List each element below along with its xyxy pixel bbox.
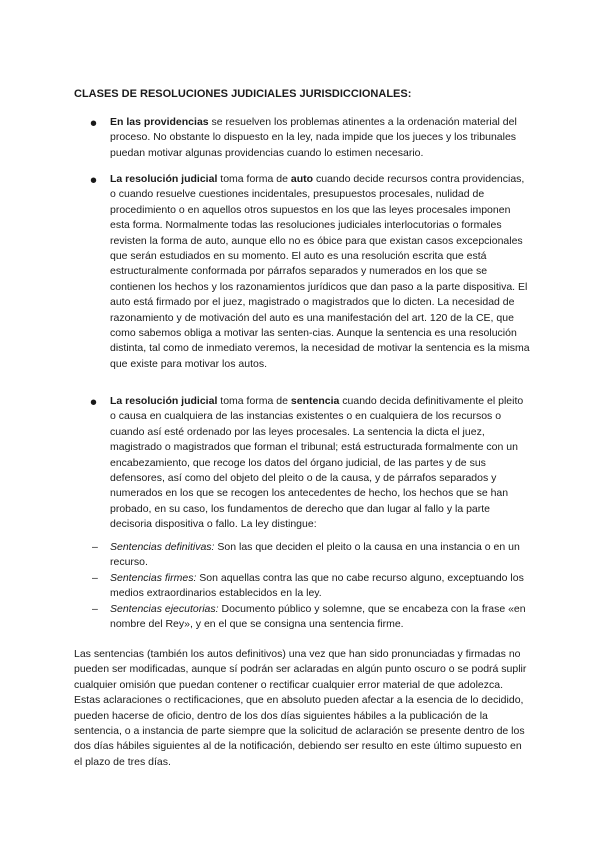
bullet-icon: • [90, 392, 98, 414]
text-firmes: Son aquellas contra las que no cabe recurso alguno, exceptuando los medios extraordinarios establecidos en la ley. [110, 572, 524, 600]
paragraph-sentencia [110, 394, 530, 533]
term-resolucion-sentencia: La resolución judicial [110, 395, 218, 407]
text-connector: toma forma de [217, 395, 291, 407]
text-providencias: se resuelven los problemas atinentes a la ordenación material del proceso. No obstante lo dispuesto en la ley, nada impide que los jueces y los tribunales puedan motivar algunas providencias cuando lo estimen necesario. [110, 116, 517, 159]
paragraph-aclaraciones: Las sentencias (también los autos definitivos) una vez que han sido pronunciadas y firmadas no pueden ser modificadas, aunque sí podrán ser aclaradas en algún punto oscuro o se podrá suplir cualquier omisión que puedan contener o rectificar cualquier error material de que adolezca. Estas aclaraciones o rectificaciones, que en absoluto pueden afectar a la esencia de lo decidido, pueden hacerse de oficio, dentro de los dos días siguientes hábiles a la publicación de la sentencia, o a instancia de parte siempre que la solicitud de aclaración se presente dentro de los dos días hábiles siguientes al de la notificación, debiendo ser resulto en este último supuesto en el plazo de tres días. [74, 648, 527, 768]
text-ejecutorias: Documento público y solemne, que se encabeza con la frase «en nombre del Rey», y en el que se consigna una sentencia firme. [110, 603, 526, 631]
text-sentencia: cuando decida definitivamente el pleito o causa en cualquiera de las instancias existentes o en cualquiera de los recursos o cuando así esté ordenado por las leyes procesales. La sentencia la dicta el juez, magistrado o magistrados que forman el tribunal; está estructurada formalmente con un encabezamiento, que recoge los datos del órgano judicial, de las partes y de sus defensores, así como del objeto del pleito o de la causa, y de párrafos separados y numerados en los que se recogen los antecedentes de hecho, los hechos que se han probado, en su caso, los fundamentos de derecho que dan lugar al fallo y la parte decisoria dispositiva o fallo. La ley distingue: [110, 395, 524, 531]
dash-marker: – [92, 572, 98, 584]
term-sentencia: sentencia [290, 395, 340, 407]
text-connector: toma forma de [217, 173, 291, 185]
term-providencias: En las providencias [110, 116, 209, 128]
dash-marker: – [92, 603, 98, 615]
page-title: CLASES DE RESOLUCIONES JUDICIALES JURISDICCIONALES: [74, 88, 412, 100]
term-definitivas: Sentencias definitivas: [110, 541, 215, 553]
term-ejecutorias: Sentencias ejecutorias: [110, 603, 219, 615]
dash-marker: – [92, 541, 98, 553]
term-resolucion-auto: La resolución judicial [110, 173, 218, 185]
bullet-icon: • [90, 170, 98, 192]
bullet-icon: • [90, 113, 98, 135]
paragraph-providencias [110, 115, 530, 161]
text-auto: cuando decide recursos contra providencias, o cuando resuelve cuestiones incidentales, presupuestos procesales, nulidad de procedimiento o en aquellos otros supuestos en los que las leyes procesales imponen esta forma. Normalmente todas las resoluciones judiciales interlocutorias o formales revisten la forma de auto, aunque ello no es óbice para que existan casos excepcionales que serán estudiados en su momento. El auto es una resolución escrita que está estructuralmente conformada por párrafos separados y numerados en los que se contienen los hechos y los razonamientos jurídicos que dan paso a la parte dispositiva. El auto está firmado por el juez, magistrado o magistrados que lo dicten. La necesidad de razonamiento y de motivación del auto es una manifestación del art. 120 de la CE, que como sabemos obliga a motivar las senten-cias. Aunque la sentencia es una resolución distinta, tal como de inmediato veremos, la necesidad de motivar la sentencia es la misma que existe para motivar los autos. [110, 173, 530, 370]
subitem-firmes [110, 571, 530, 602]
term-auto: auto [290, 173, 314, 185]
text-definitivas: Son las que deciden el pleito o la causa en una instancia o en un recurso. [110, 541, 520, 569]
term-firmes: Sentencias firmes: [110, 572, 197, 584]
subitem-definitivas [110, 540, 530, 571]
subitem-ejecutorias [110, 602, 530, 633]
paragraph-auto [110, 172, 530, 372]
